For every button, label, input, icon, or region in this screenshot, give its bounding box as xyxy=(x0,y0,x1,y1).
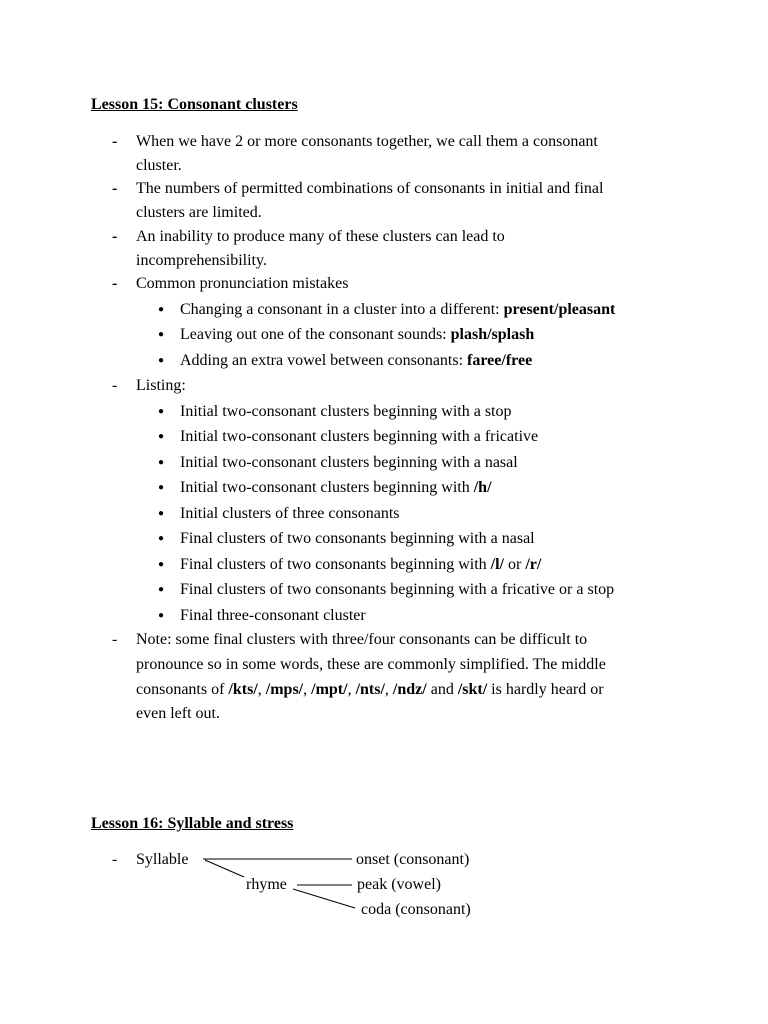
bullet-marker: ● xyxy=(158,431,165,442)
listing-item: Initial two-consonant clusters beginning with a nasal xyxy=(180,454,518,471)
mistake-example: plash/splash xyxy=(450,326,535,343)
listing-item: Initial two-consonant clusters beginning with /h/ xyxy=(180,479,492,496)
rhyme-coda-line xyxy=(293,889,355,908)
bullet-marker: ● xyxy=(158,559,165,570)
mistake-item: Leaving out one of the consonant sounds: plash/splash xyxy=(180,326,535,343)
listing-item: Final clusters of two consonants beginning with a fricative or a stop xyxy=(180,581,615,598)
bullet-marker: ● xyxy=(158,584,165,595)
listing-item: Initial two-consonant clusters beginning with a stop xyxy=(180,403,512,420)
lesson-15-heading: Lesson 15: Consonant clusters xyxy=(91,96,298,113)
bullet-marker: ● xyxy=(158,610,165,621)
point-4-line: Common pronunciation mistakes xyxy=(136,275,349,292)
lesson-16-heading: Lesson 16: Syllable and stress xyxy=(91,815,294,832)
note-line-2: pronounce so in some words, these are commonly simplified. The middle xyxy=(136,656,606,673)
bullet-marker: ● xyxy=(158,406,165,417)
mistake-example: faree/free xyxy=(467,352,533,369)
dash-marker: - xyxy=(112,851,118,868)
point-2-line-1: The numbers of permitted combinations of consonants in initial and final xyxy=(136,180,604,197)
bullet-marker: ● xyxy=(158,508,165,519)
dash-marker: - xyxy=(112,377,118,394)
listing-item: Initial two-consonant clusters beginning with a fricative xyxy=(180,428,539,445)
dash-marker: - xyxy=(112,133,118,150)
listing-item: Final three-consonant cluster xyxy=(180,607,366,624)
note-line-1: Note: some final clusters with three/four consonants can be difficult to xyxy=(136,631,588,648)
bullet-marker: ● xyxy=(158,329,165,340)
listing-item: Final clusters of two consonants beginning with /l/ or /r/ xyxy=(180,556,542,573)
note-line-4: even left out. xyxy=(136,705,220,722)
listing-item: Initial clusters of three consonants xyxy=(180,505,400,522)
bullet-marker: ● xyxy=(158,457,165,468)
bullet-marker: ● xyxy=(158,304,165,315)
mistake-item: Adding an extra vowel between consonants: faree/free xyxy=(180,352,533,369)
peak-label: peak (vowel) xyxy=(357,876,441,893)
coda-label: coda (consonant) xyxy=(361,901,471,918)
point-1-line-1: When we have 2 or more consonants together, we call them a consonant xyxy=(136,133,598,150)
rhyme-label: rhyme xyxy=(246,876,287,893)
dash-marker: - xyxy=(112,275,118,292)
dash-marker: - xyxy=(112,228,118,245)
bullet-marker: ● xyxy=(158,355,165,366)
listing-label: Listing: xyxy=(136,377,186,394)
dash-marker: - xyxy=(112,631,118,648)
note-line-3: consonants of /kts/, /mps/, /mpt/, /nts/, /ndz/ and /skt/ is hardly heard or xyxy=(136,681,604,698)
mistake-example: present/pleasant xyxy=(503,301,616,318)
mistake-item: Changing a consonant in a cluster into a different: present/pleasant xyxy=(180,301,616,318)
point-3-line-2: incomprehensibility. xyxy=(136,252,267,269)
syllable-rhyme-line xyxy=(205,860,244,877)
bullet-marker: ● xyxy=(158,533,165,544)
dash-marker: - xyxy=(112,180,118,197)
point-1-line-2: cluster. xyxy=(136,157,182,174)
syllable-label: Syllable xyxy=(136,851,189,868)
point-3-line-1: An inability to produce many of these clusters can lead to xyxy=(136,228,505,245)
point-2-line-2: clusters are limited. xyxy=(136,204,262,221)
bullet-marker: ● xyxy=(158,482,165,493)
onset-label: onset (consonant) xyxy=(356,851,470,868)
listing-item: Final clusters of two consonants beginning with a nasal xyxy=(180,530,535,547)
